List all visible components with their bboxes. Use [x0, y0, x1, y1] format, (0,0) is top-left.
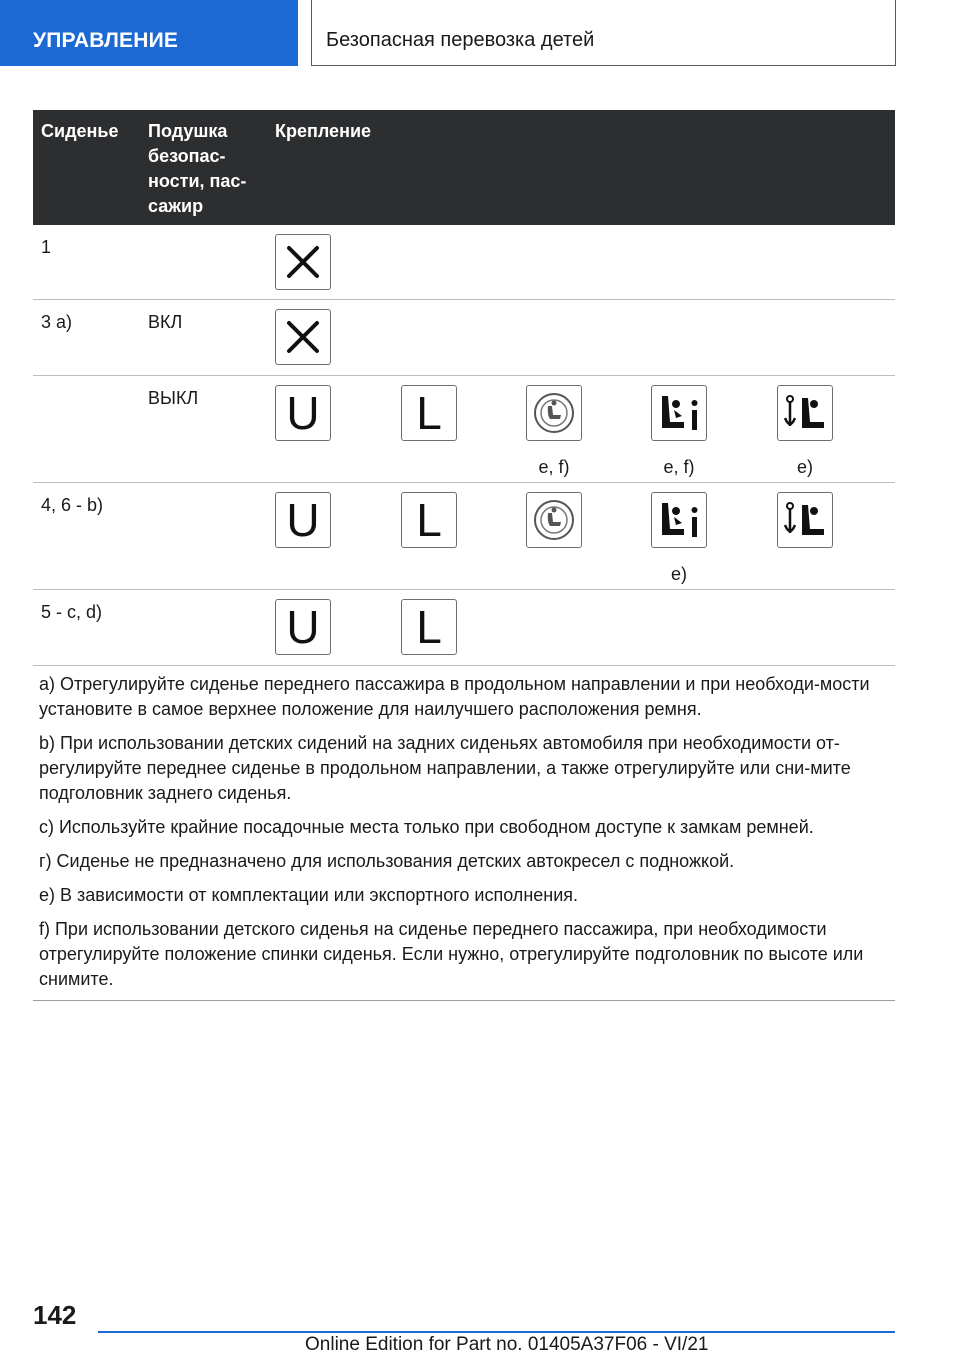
u-letter: U — [286, 387, 320, 439]
footnote: e) В зависимости от комплектации или экспортного исполнения. — [39, 885, 579, 905]
universal-u-icon — [275, 385, 331, 441]
universal-u-icon — [275, 492, 331, 548]
footnote: f) При использовании детского сиденья на сиденье переднего пассажира, при необходимости отрегулируйте положение спинки сиденья. Если нужно, отрегулируйте подголовник по высоте или снимите. — [39, 919, 864, 989]
footnote: c) Используйте крайние посадочные места только при свободном доступе к замкам ремней. — [39, 817, 814, 837]
seat-cell: 4, 6 - b) — [41, 495, 104, 515]
icon-note: e) — [796, 457, 813, 477]
semi-universal-l-icon — [401, 599, 457, 655]
table-row — [33, 590, 895, 666]
child-seat-info-icon — [651, 492, 707, 548]
edition-text: Online Edition for Part no. 01405A37F06 - VI/21 — [305, 1334, 709, 1355]
universal-u-icon — [275, 599, 331, 655]
not-allowed-icon — [275, 234, 331, 290]
semi-universal-l-icon — [401, 385, 457, 441]
semi-universal-l-icon — [401, 492, 457, 548]
u-letter: U — [286, 601, 320, 653]
l-letter: L — [416, 387, 442, 439]
seat-cell: 5 - c, d) — [41, 602, 103, 622]
isize-seat-icon — [526, 492, 582, 548]
airbag-header-line: сажир — [148, 196, 204, 216]
child-seat-table — [33, 110, 895, 666]
isofix-anchor-icon — [777, 492, 833, 548]
child-seat-info-icon — [651, 385, 707, 441]
airbag-header-line: безопас- — [148, 146, 226, 166]
table-row — [33, 483, 895, 590]
column-header-airbag — [148, 119, 246, 219]
footnote: г) Сиденье не предназначено для использования детских автокресел с подножкой. — [39, 851, 735, 871]
footer-divider — [98, 1331, 895, 1333]
l-letter: L — [416, 494, 442, 546]
airbag-cell: ВЫКЛ — [148, 388, 199, 408]
airbag-header-line: Подушка — [148, 121, 228, 141]
footnote: a) Отрегулируйте сиденье переднего пассажира в продольном направлении и при необходи-мости установите в самое верхнее положение для наилучшего расположения ремня. — [39, 674, 870, 719]
seat-cell: 1 — [41, 237, 52, 257]
footnote: b) При использовании детских сидений на задних сиденьях автомобиля при необходимости от-регулируйте переднее сиденье в продольном направлении, а также отрегулируйте или сни-мите подголовник заднего сиденья. — [39, 733, 851, 803]
l-letter: L — [416, 601, 442, 653]
u-letter: U — [286, 494, 320, 546]
table-row — [33, 376, 895, 483]
isize-seat-icon — [526, 385, 582, 441]
column-header-mount: Крепление — [275, 121, 372, 141]
not-allowed-icon — [275, 309, 331, 365]
icon-note: e, f) — [538, 457, 570, 477]
footnotes — [33, 666, 895, 1001]
isofix-anchor-icon — [777, 385, 833, 441]
section-tab: УПРАВЛЕНИЕ — [0, 0, 298, 66]
table-row — [33, 300, 895, 376]
column-header-seat: Сиденье — [41, 121, 119, 141]
seat-cell: 3 a) — [41, 312, 73, 332]
airbag-cell: ВКЛ — [148, 312, 183, 332]
page-number: 142 — [33, 1300, 77, 1330]
icon-note: e) — [670, 564, 687, 584]
icon-note: e, f) — [663, 457, 695, 477]
airbag-header-line: ности, пас- — [148, 171, 247, 191]
table-header — [33, 110, 895, 225]
table-row — [33, 225, 895, 300]
page-title: Безопасная перевозка детей — [311, 0, 896, 66]
